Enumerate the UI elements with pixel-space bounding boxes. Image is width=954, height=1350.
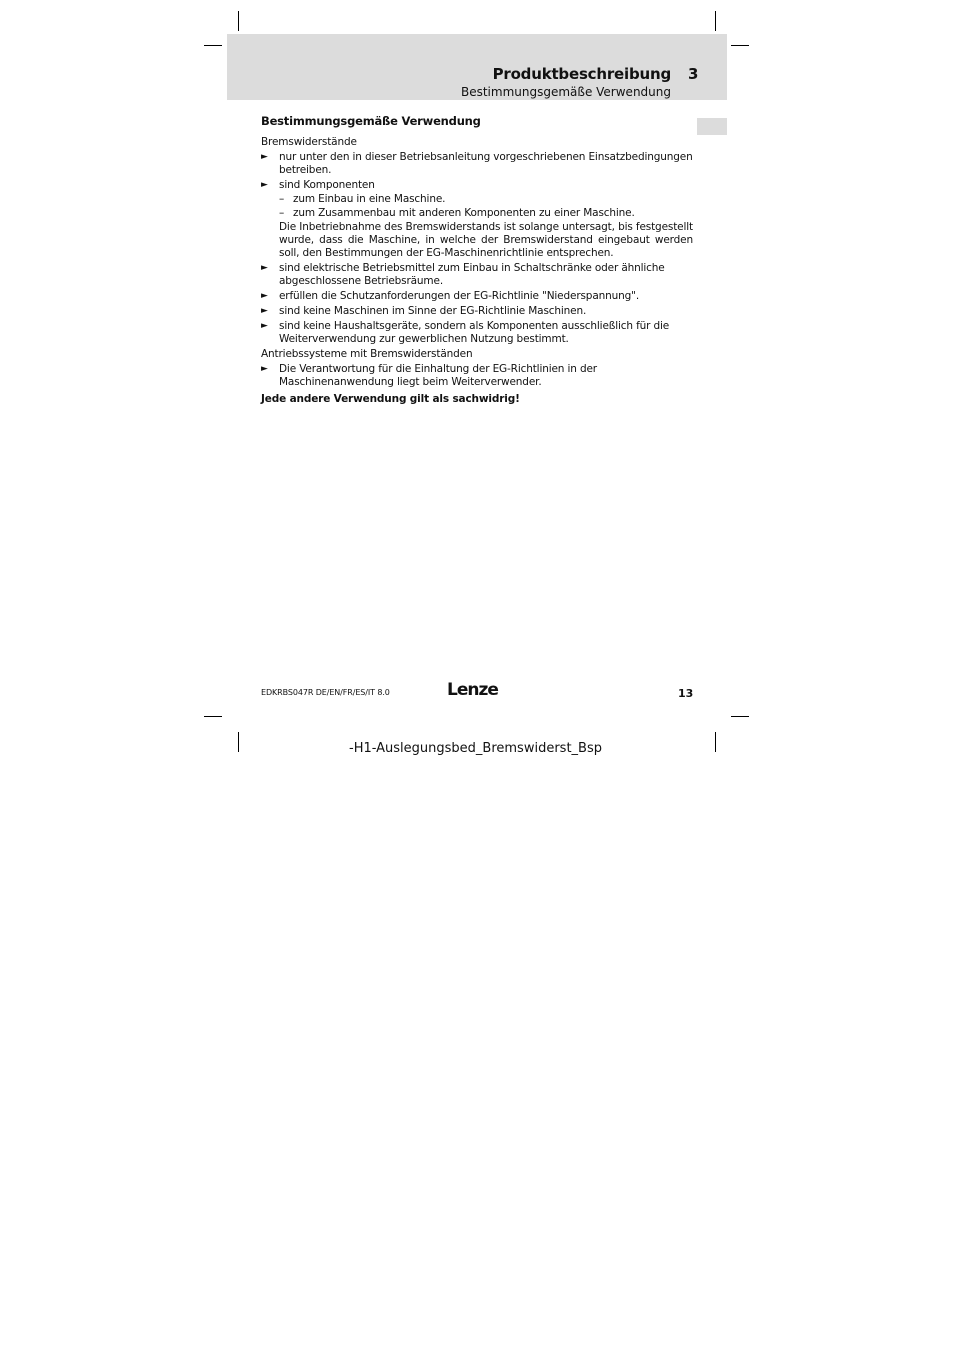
header-title: Produktbeschreibung	[492, 65, 671, 83]
list-item: ► Die Verantwortung für die Einhaltung der EG-Richtlinien in der Maschinenanwendung liegt beim Weiterverwender.	[261, 363, 597, 388]
crop-mark-top-left-v	[238, 11, 239, 31]
dash-icon: –	[279, 207, 285, 219]
bullet-arrow-icon: ►	[261, 291, 268, 301]
list-item: ► sind keine Haushaltsgeräte, sondern als Komponenten ausschließlich für die Weiterverwendung zur gewerblichen Nutzung bestimmt.	[261, 320, 670, 345]
page-number: 13	[678, 687, 694, 700]
paragraph-bremswiderstaende: Bremswiderstände	[261, 136, 357, 148]
crop-mark-bottom-left-h	[204, 716, 222, 717]
list-item: ► sind Komponenten – zum Einbau in eine Maschine. – zum Zusammenbau mit anderen Komponenten zu einer Maschine. Die Inbetriebnahme des Bremswiderstands ist solange untersagt, bis festgestellt wurde, dass die Maschine, in welche der Bremswiderstand eingebaut werden soll, den Bestimmungen der EG-Maschinenrichtlinie entsprechen.	[261, 179, 693, 259]
bullet-arrow-icon: ►	[261, 152, 268, 162]
crop-mark-top-right-h	[731, 45, 749, 46]
page-header	[227, 34, 727, 100]
crop-mark-bottom-right-v	[715, 732, 716, 752]
crop-mark-bottom-left-v	[238, 732, 239, 752]
chapter-tab-marker	[697, 118, 727, 135]
list-item: ► erfüllen die Schutzanforderungen der EG-Richtlinie "Niederspannung".	[261, 290, 640, 302]
list-item: ► nur unter den in dieser Betriebsanleitung vorgeschriebenen Einsatzbedingungen betreiben.	[261, 151, 693, 176]
final-statement: Jede andere Verwendung gilt als sachwidrig!	[261, 393, 520, 405]
crop-mark-top-left-h	[204, 45, 222, 46]
bullet-arrow-icon: ►	[261, 321, 268, 331]
sub-list-item: – zum Zusammenbau mit anderen Komponenten zu einer Maschine.	[279, 207, 635, 219]
dash-icon: –	[279, 193, 285, 205]
document-code: EDKRBS047R DE/EN/FR/ES/IT 8.0	[261, 688, 390, 697]
bullet-arrow-icon: ►	[261, 364, 268, 374]
crop-mark-top-right-v	[715, 11, 716, 31]
sub-list-item: – zum Einbau in eine Maschine.	[279, 193, 446, 205]
file-label: -H1-Auslegungsbed_Bremswiderst_Bsp	[349, 741, 602, 756]
section-title: Bestimmungsgemäße Verwendung	[261, 114, 481, 128]
paragraph-antriebssysteme: Antriebssysteme mit Bremswiderständen	[261, 348, 473, 360]
bullet-arrow-icon: ►	[261, 306, 268, 316]
commissioning-note: Die Inbetriebnahme des Bremswiderstands ist solange untersagt, bis festgestellt wurde, dass die Maschine, in welche der Bremswiderstand eingebaut werden soll, den Bestimmungen der EG-Maschinenrichtlinie entsprechen.	[279, 221, 693, 259]
list-item: ► sind elektrische Betriebsmittel zum Einbau in Schaltschränke oder ähnliche abgeschlossene Betriebsräume.	[261, 262, 665, 287]
crop-mark-bottom-right-h	[731, 716, 749, 717]
lenze-logo: Lenze	[447, 680, 498, 700]
list-item: ► sind keine Maschinen im Sinne der EG-Richtlinie Maschinen.	[261, 305, 587, 317]
bullet-arrow-icon: ►	[261, 263, 268, 273]
bullet-arrow-icon: ►	[261, 180, 268, 190]
main-content	[261, 115, 693, 406]
header-subtitle: Bestimmungsgemäße Verwendung	[460, 85, 671, 99]
chapter-number: 3	[688, 65, 699, 83]
